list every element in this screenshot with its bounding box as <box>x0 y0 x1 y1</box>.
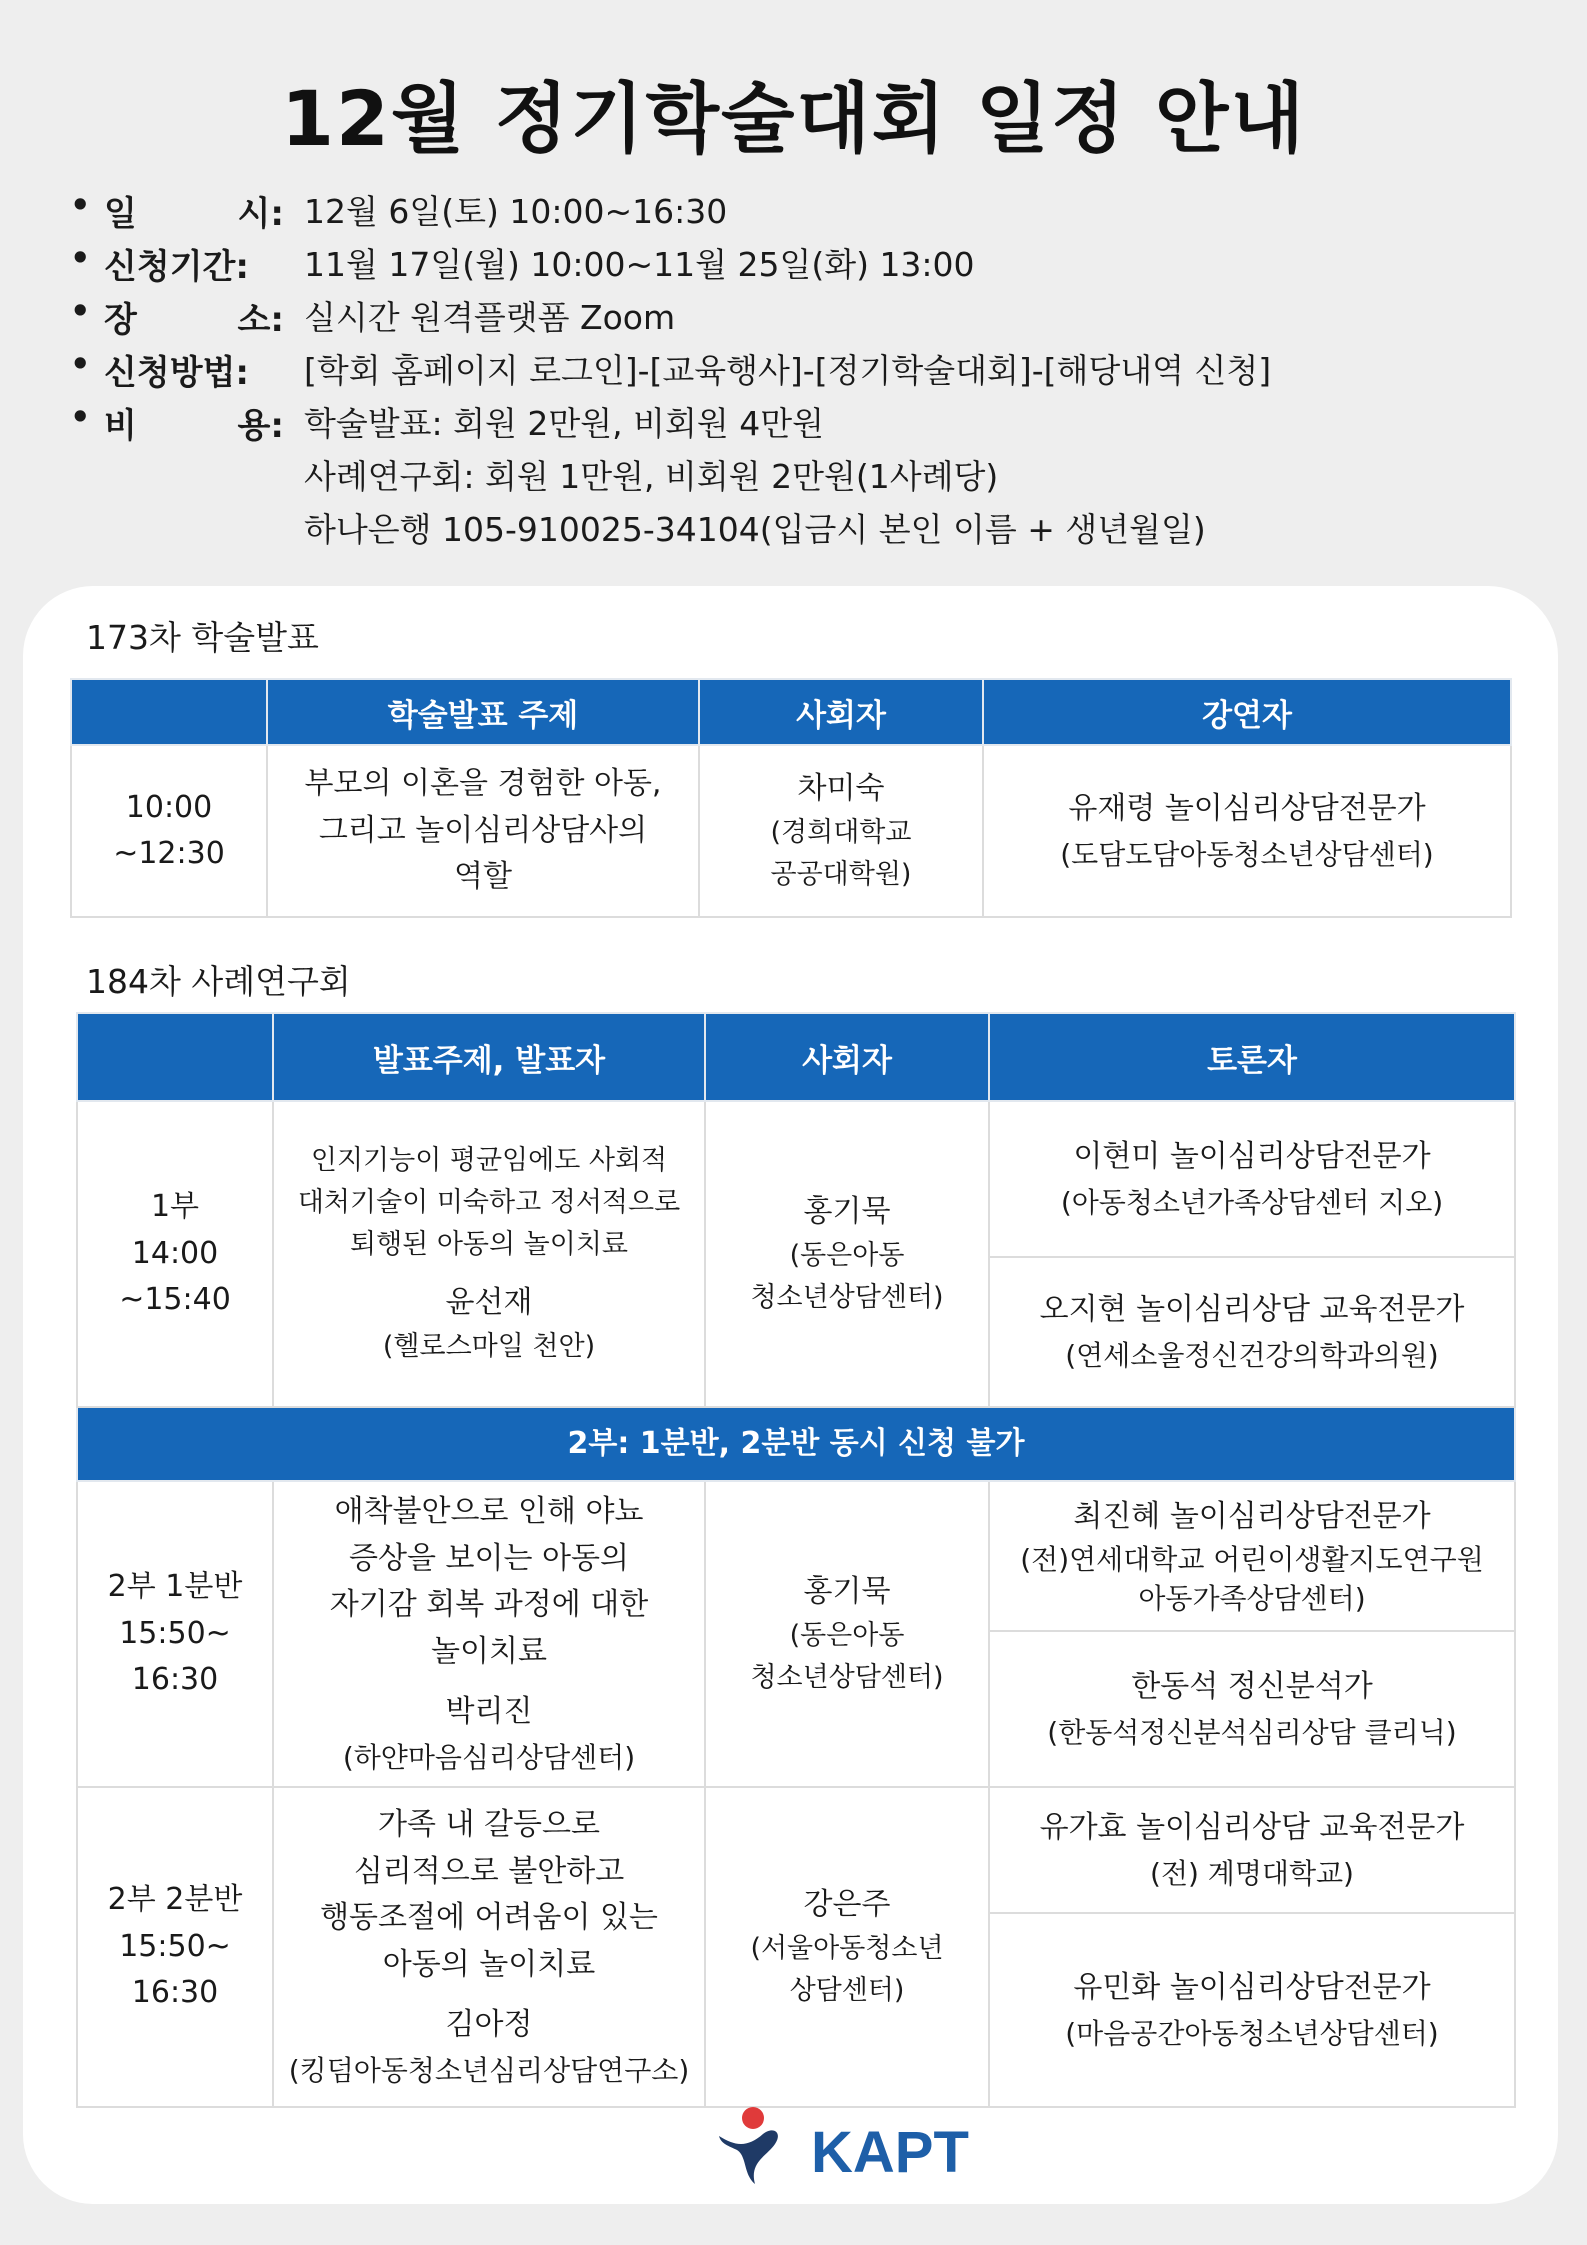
info-value: 실시간 원격플랫폼 Zoom <box>304 298 676 337</box>
discussant-cell: 최진혜 놀이심리상담전문가 (전)연세대학교 어린이생활지도연구원 아동가족상담센터) <box>989 1481 1515 1631</box>
kapt-logo <box>713 2104 973 2194</box>
info-value: 사례연구회: 회원 1만원, 비회원 2만원(1사례당) <box>304 457 999 496</box>
topic-cell: 인지기능이 평균임에도 사회적 대처기술이 미숙하고 정서적으로 퇴행된 아동의 놀이치료 윤선재 (헬로스마일 천안) <box>273 1101 705 1407</box>
time-cell: 10:00 ~12:30 <box>71 745 267 917</box>
info-label: 신청방법: <box>104 353 249 393</box>
table-header: 발표주제, 발표자 <box>273 1013 705 1101</box>
presenter-name: 윤선재 <box>445 1284 533 1320</box>
info-row-date <box>70 186 1530 239</box>
table-header: 학술발표 주제 <box>267 679 699 745</box>
section-title-academic: 173차 학술발표 <box>86 618 319 657</box>
presenter-org: (하얀마음심리상담센터) <box>342 1740 636 1774</box>
info-row-fee <box>70 398 1530 451</box>
table-header: 사회자 <box>705 1013 989 1101</box>
section-title-case: 184차 사례연구회 <box>86 962 351 1001</box>
info-value: 12월 6일(토) 10:00~16:30 <box>304 192 728 231</box>
table-row <box>77 1481 1515 1631</box>
time-cell: 1부 14:00 ~15:40 <box>77 1101 273 1407</box>
bullet: • <box>70 345 91 383</box>
presenter-org: (킹덤아동청소년심리상담연구소) <box>288 2053 690 2087</box>
table-header: 강연자 <box>983 679 1511 745</box>
moderator-cell: 차미숙 (경희대학교 공공대학원) <box>699 745 983 917</box>
info-row-method <box>70 345 1530 398</box>
info-value: 11월 17일(월) 10:00~11월 25일(화) 13:00 <box>304 245 975 284</box>
info-value: 학술발표: 회원 2만원, 비회원 4만원 <box>304 404 824 443</box>
info-value: [학회 홈페이지 로그인]-[교육행사]-[정기학술대회]-[해당내역 신청] <box>304 351 1272 390</box>
presenter-name: 김아정 <box>445 2007 533 2043</box>
table-header: 사회자 <box>699 679 983 745</box>
table-row <box>71 745 1511 917</box>
info-label: 일 시: <box>104 194 284 234</box>
discussant-cell: 한동석 정신분석가 (한동석정신분석심리상담 클리닉) <box>989 1631 1515 1787</box>
info-label: 비 용: <box>104 406 284 446</box>
discussant-cell: 오지현 놀이심리상담 교육전문가 (연세소울정신건강의학과의원) <box>989 1257 1515 1407</box>
moderator-cell: 강은주 (서울아동청소년 상담센터) <box>705 1787 989 2107</box>
discussant-cell: 이현미 놀이심리상담전문가 (아동청소년가족상담센터 지오) <box>989 1101 1515 1257</box>
academic-table <box>70 678 1512 918</box>
bullet: • <box>70 292 91 330</box>
part2-notice-band: 2부: 1분반, 2분반 동시 신청 불가 <box>77 1407 1515 1481</box>
kapt-logo-mark-icon <box>713 2104 973 2194</box>
table-header: 토론자 <box>989 1013 1515 1101</box>
event-info <box>70 186 1530 557</box>
table-header <box>71 679 267 745</box>
topic-cell: 가족 내 갈등으로 심리적으로 불안하고 행동조절에 어려움이 있는 아동의 놀이치료 김아정 (킹덤아동청소년심리상담연구소) <box>273 1787 705 2107</box>
presenter-org: (헬로스마일 천안) <box>382 1331 596 1363</box>
presenter-name: 박리진 <box>445 1694 533 1730</box>
bullet: • <box>70 186 91 224</box>
table-row <box>77 1101 1515 1257</box>
case-study-table <box>76 1012 1516 2108</box>
moderator-cell: 홍기묵 (동은아동 청소년상담센터) <box>705 1101 989 1407</box>
info-value: 하나은행 105-910025-34104(입금시 본인 이름 + 생년월일) <box>304 510 1206 549</box>
discussant-cell: 유가효 놀이심리상담 교육전문가 (전) 계명대학교) <box>989 1787 1515 1913</box>
topic-cell: 애착불안으로 인해 야뇨 증상을 보이는 아동의 자기감 회복 과정에 대한 놀이치료 박리진 (하얀마음심리상담센터) <box>273 1481 705 1787</box>
bullet: • <box>70 398 91 436</box>
moderator-cell: 홍기묵 (동은아동 청소년상담센터) <box>705 1481 989 1787</box>
time-cell: 2부 2분반 15:50~ 16:30 <box>77 1787 273 2107</box>
kapt-logo-text: KAPT <box>811 2120 969 2185</box>
time-cell: 2부 1분반 15:50~ 16:30 <box>77 1481 273 1787</box>
page-title: 12월 정기학술대회 일정 안내 <box>281 74 1306 163</box>
info-row-fee-cont <box>70 451 1530 504</box>
bullet: • <box>70 239 91 277</box>
info-row-place <box>70 292 1530 345</box>
info-label: 신청기간: <box>104 247 249 287</box>
info-row-period <box>70 239 1530 292</box>
info-label: 장 소: <box>104 300 284 340</box>
info-row-bank <box>70 504 1530 557</box>
topic-cell: 부모의 이혼을 경험한 아동, 그리고 놀이심리상담사의 역할 <box>267 745 699 917</box>
table-header <box>77 1013 273 1101</box>
discussant-cell: 유민화 놀이심리상담전문가 (마음공간아동청소년상담센터) <box>989 1913 1515 2107</box>
table-row <box>77 1787 1515 1913</box>
speaker-cell: 유재령 놀이심리상담전문가 (도담도담아동청소년상담센터) <box>983 745 1511 917</box>
